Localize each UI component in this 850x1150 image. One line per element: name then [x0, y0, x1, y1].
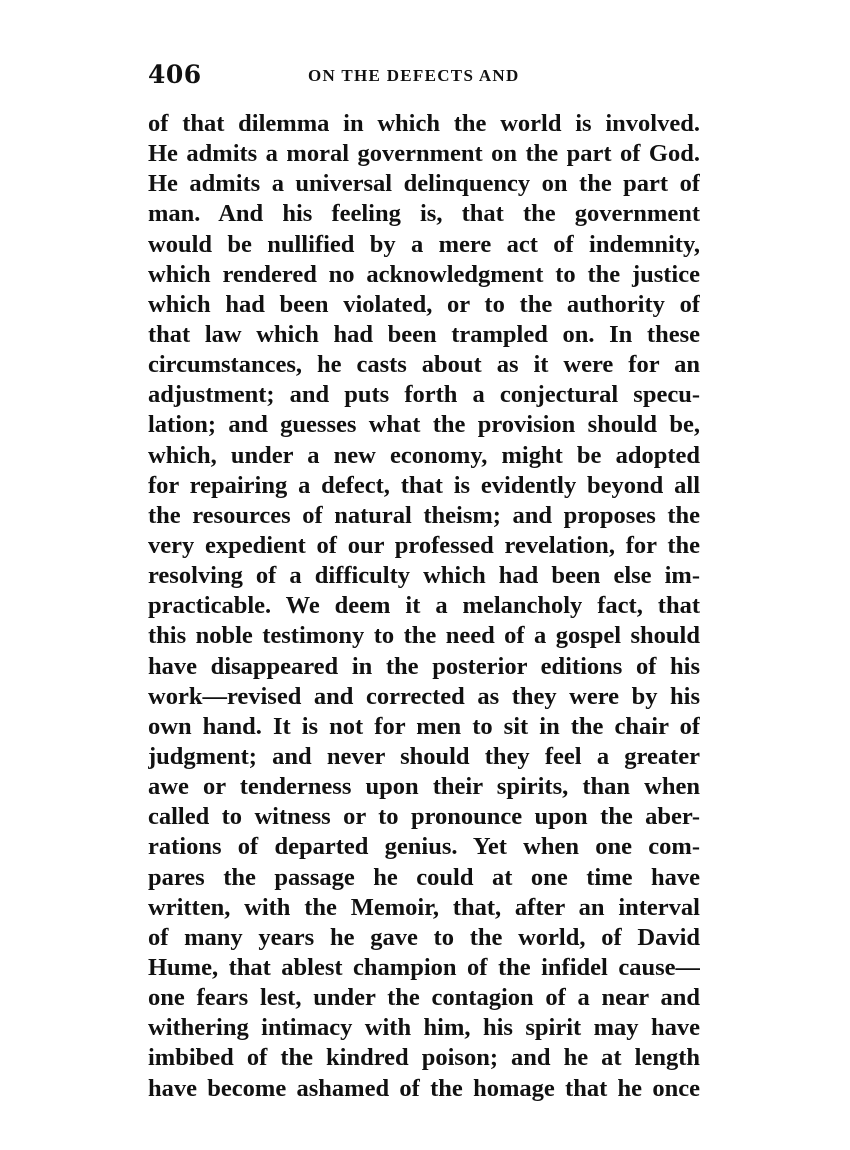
text-line: imbibed of the kindred poison; and he at length	[148, 1044, 700, 1072]
text-line: resolving of a difficulty which had been else im-	[148, 562, 700, 590]
running-head-title: ON THE DEFECTS AND	[308, 66, 520, 85]
text-line: have disappeared in the posterior editions of his	[148, 652, 700, 680]
text-line: lation; and guesses what the provision should be,	[148, 411, 700, 439]
text-line: called to witness or to pronounce upon the aber-	[148, 803, 700, 831]
text-line: practicable. We deem it a melancholy fact, that	[148, 592, 700, 620]
text-line: the resources of natural theism; and proposes the	[148, 501, 700, 529]
text-line: man. And his feeling is, that the government	[148, 200, 700, 228]
text-line: that law which had been trampled on. In these	[148, 320, 700, 348]
text-line: this noble testimony to the need of a gospel should	[148, 622, 700, 650]
text-line: He admits a universal delinquency on the part of	[148, 170, 700, 198]
text-line: for repairing a defect, that is evidently beyond all	[148, 471, 700, 499]
text-line: circumstances, he casts about as it were for an	[148, 351, 700, 379]
text-line: pares the passage he could at one time have	[148, 863, 700, 891]
page-number: 406	[148, 60, 202, 89]
text-line: withering intimacy with him, his spirit may have	[148, 1014, 700, 1042]
text-line: have become ashamed of the homage that he once	[148, 1074, 700, 1102]
text-line: adjustment; and puts forth a conjectural specu-	[148, 381, 700, 409]
text-line: which rendered no acknowledgment to the justice	[148, 260, 700, 288]
text-line: rations of departed genius. Yet when one com-	[148, 833, 700, 861]
text-line: work—revised and corrected as they were by his	[148, 682, 700, 710]
text-line: awe or tenderness upon their spirits, than when	[148, 773, 700, 801]
body-text	[148, 109, 700, 1104]
text-line: very expedient of our professed revelation, for the	[148, 531, 700, 559]
text-line: one fears lest, under the contagion of a near and	[148, 984, 700, 1012]
text-line: which had been violated, or to the authority of	[148, 290, 700, 318]
text-line: of that dilemma in which the world is involved.	[148, 110, 700, 137]
text-line: which, under a new economy, might be adopted	[148, 441, 700, 469]
text-line: own hand. It is not for men to sit in the chair of	[148, 712, 700, 740]
text-line: He admits a moral government on the part of God.	[148, 140, 700, 168]
running-head	[148, 60, 700, 94]
text-line: would be nullified by a mere act of indemnity,	[148, 230, 700, 258]
text-line: judgment; and never should they feel a greater	[148, 742, 700, 770]
text-line: written, with the Memoir, that, after an interval	[148, 893, 700, 921]
text-line: Hume, that ablest champion of the infidel cause—	[148, 953, 700, 981]
text-line: of many years he gave to the world, of David	[148, 923, 700, 951]
